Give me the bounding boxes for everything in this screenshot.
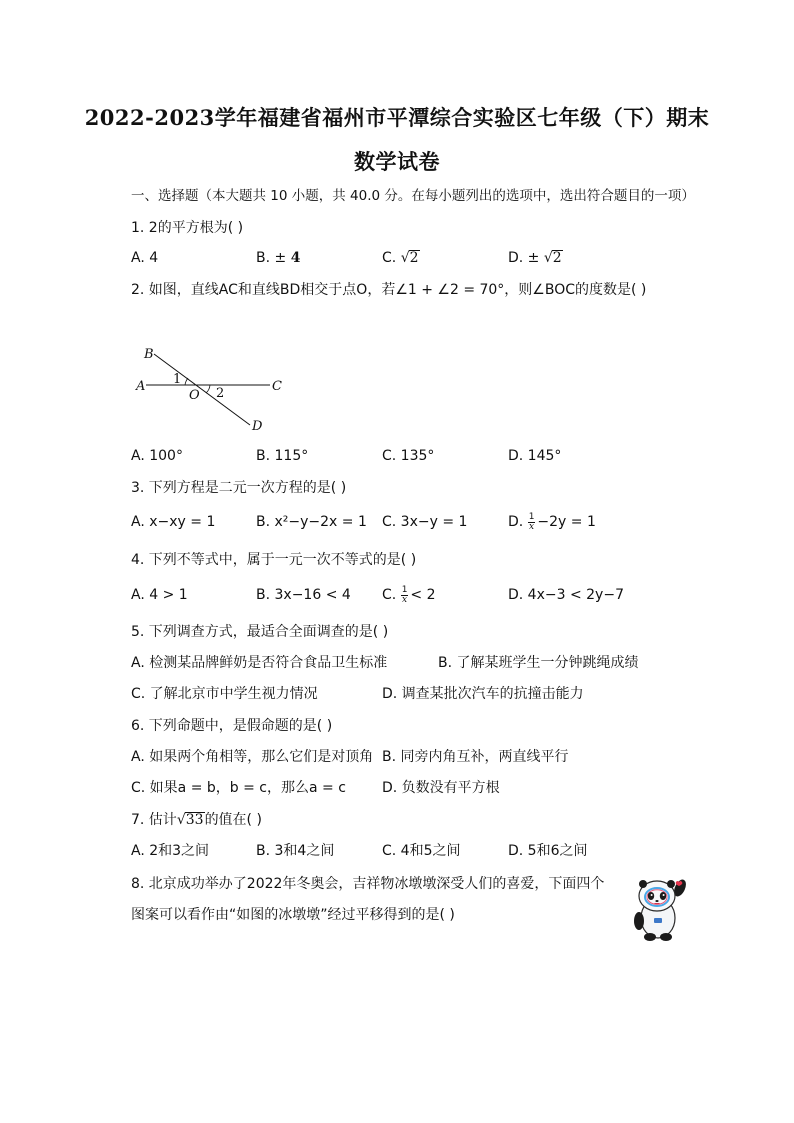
title-line-2: 数学试卷: [354, 149, 440, 174]
q6-option-d: D. 负数没有平方根: [382, 780, 500, 796]
q7-option-d: D. 5和6之间: [508, 843, 588, 859]
question-4-stem: 4. 下列不等式中，属于一元一次不等式的是( ): [131, 552, 417, 568]
question-3-stem: 3. 下列方程是二元一次方程的是( ): [131, 480, 347, 496]
q6-option-b: B. 同旁内角互补，两直线平行: [382, 749, 569, 765]
question-1-stem: 1. 2的平方根为( ): [131, 220, 244, 236]
question-2-stem: 2. 如图，直线AC和直线BD相交于点O，若∠1 + ∠2 = 70°，则∠BOC的度数是( ): [131, 282, 647, 298]
fig-label-d: D: [252, 419, 263, 434]
fig-label-a: A: [136, 379, 146, 394]
question-8-line-2: 图案可以看作由“如图的冰墩墩”经过平移得到的是( ): [131, 907, 455, 923]
q3-option-a: A. x−xy = 1: [131, 514, 216, 530]
fig-angle-1: 1: [173, 372, 182, 387]
fig-label-c: C: [272, 379, 282, 394]
title-line-1: 2022-2023学年福建省福州市平潭综合实验区七年级（下）期末: [84, 105, 710, 130]
q5-option-c: C. 了解北京市中学生视力情况: [131, 686, 318, 702]
q2-option-a: A. 100°: [131, 448, 183, 464]
q2-option-c: C. 135°: [382, 448, 435, 464]
q4-option-a: A. 4 > 1: [131, 587, 188, 603]
q1-option-a: A. 4: [131, 250, 159, 266]
fig-angle-2: 2: [216, 386, 225, 401]
fig-label-o: O: [189, 388, 200, 403]
q1-option-c: C. √2: [382, 250, 419, 266]
q3-option-c: C. 3x−y = 1: [382, 514, 468, 530]
question-6-stem: 6. 下列命题中，是假命题的是( ): [131, 718, 333, 734]
q5-option-d: D. 调查某批次汽车的抗撞击能力: [382, 686, 584, 702]
q4-option-d: D. 4x−3 < 2y−7: [508, 587, 624, 603]
q2-option-b: B. 115°: [256, 448, 309, 464]
q1-option-b: B. ± 4: [256, 250, 301, 266]
q2-option-d: D. 145°: [508, 448, 562, 464]
q7-option-c: C. 4和5之间: [382, 843, 461, 859]
mascot-bing-dwen-dwen-image: [622, 874, 694, 946]
q6-option-a: A. 如果两个角相等，那么它们是对顶角: [131, 749, 374, 765]
question-8-line-1: 8. 北京成功举办了2022年冬奥会，吉祥物冰墩墩深受人们的喜爱，下面四个: [131, 876, 605, 892]
q5-option-b: B. 了解某班学生一分钟跳绳成绩: [438, 655, 639, 671]
q7-option-b: B. 3和4之间: [256, 843, 335, 859]
q3-option-b: B. x²−y−2x = 1: [256, 514, 367, 530]
q7-option-a: A. 2和3之间: [131, 843, 210, 859]
q4-option-b: B. 3x−16 < 4: [256, 587, 351, 603]
q2-figure-intersecting-lines: [130, 340, 300, 435]
q1-option-d: D. ± √2: [508, 250, 562, 266]
fig-label-b: B: [144, 347, 154, 362]
section-heading: 一、选择题（本大题共 10 小题，共 40.0 分。在每小题列出的选项中，选出符合题目的一项）: [131, 188, 695, 204]
question-7-stem: 7. 估计√33的值在( ): [131, 812, 262, 828]
q6-option-c: C. 如果a = b，b = c，那么a = c: [131, 780, 346, 796]
q5-option-a: A. 检测某品牌鲜奶是否符合食品卫生标准: [131, 655, 388, 671]
q4-option-c: C. $\frac{1}{x}$ < 2: [382, 584, 436, 605]
q3-option-d: D. $\frac{1}{x}$ −2y = 1: [508, 511, 596, 532]
question-5-stem: 5. 下列调查方式，最适合全面调查的是( ): [131, 624, 389, 640]
